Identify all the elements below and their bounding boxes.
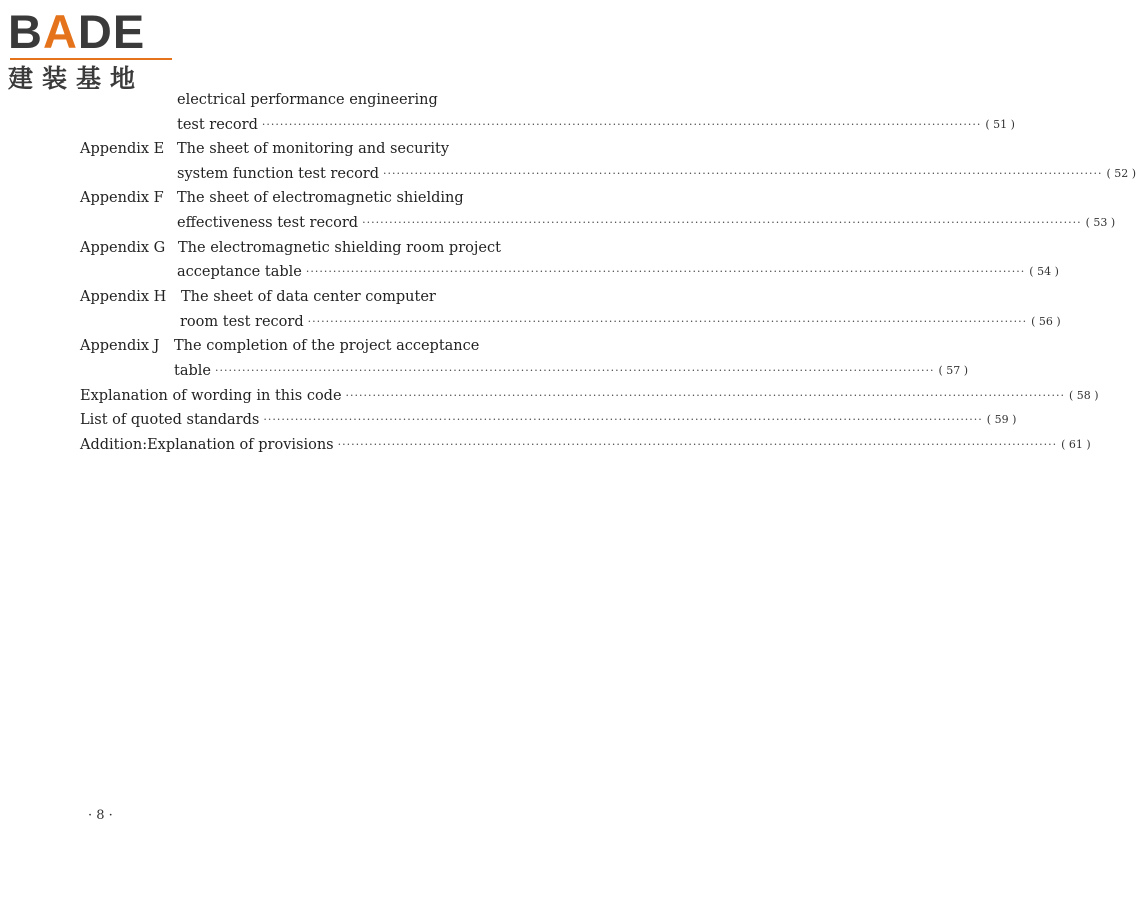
toc-entry-text: electrical performance engineering xyxy=(177,92,438,108)
bade-logo xyxy=(8,6,178,96)
toc-entry-text: The sheet of electromagnetic shielding xyxy=(177,190,464,206)
logo-letters-de: DE xyxy=(77,5,146,58)
logo-chinese-text: 建装基地 xyxy=(8,64,145,93)
toc-line xyxy=(80,334,521,358)
toc-entry-text: table xyxy=(174,363,211,379)
toc-page-ref: ( 54 ) xyxy=(1029,265,1059,278)
logo-rule xyxy=(10,58,172,60)
toc-line xyxy=(177,88,521,112)
page-number: · 8 · xyxy=(88,808,113,823)
toc-entry-text: room test record xyxy=(180,314,304,330)
toc-entry-text: List of quoted standards xyxy=(80,412,260,428)
toc-line xyxy=(80,186,521,210)
toc-page-ref: ( 51 ) xyxy=(985,118,1015,131)
toc-entry-text: The electromagnetic shielding room project xyxy=(178,240,501,256)
toc-page-ref: ( 52 ) xyxy=(1106,167,1136,180)
toc-leader-dots: ································································································································································ xyxy=(263,413,983,426)
toc-line xyxy=(80,137,521,161)
toc-line xyxy=(177,162,1136,186)
toc-line xyxy=(177,260,1059,284)
logo-letter-b: B xyxy=(8,5,43,58)
toc-entry-text: The completion of the project acceptance xyxy=(174,338,480,354)
toc-line xyxy=(80,433,1091,457)
toc-entry-text: system function test record xyxy=(177,166,380,182)
toc-page-ref: ( 57 ) xyxy=(938,364,969,377)
toc-leader-dots: ································································································································································ xyxy=(383,167,1103,180)
toc-leader-dots: ································································································································································ xyxy=(305,265,1026,278)
toc-entry-text: Addition:Explanation of provisions xyxy=(80,437,334,453)
toc-leader-dots: ································································································································································ xyxy=(214,364,935,377)
toc-line xyxy=(177,113,1015,137)
toc-page-ref: ( 58 ) xyxy=(1068,389,1099,402)
toc-entry-text: The sheet of data center computer xyxy=(181,289,436,305)
logo-letter-a: A xyxy=(42,5,78,58)
toc-leader-dots: ································································································································································ xyxy=(345,389,1065,402)
toc-entry-text: acceptance table xyxy=(177,264,302,280)
toc-leader-dots: ································································································································································ xyxy=(362,216,1082,229)
toc-appendix-label: Appendix E xyxy=(80,141,165,157)
toc-line xyxy=(80,285,521,309)
toc-appendix-label: Appendix G xyxy=(80,240,166,256)
toc-appendix-label: Appendix H xyxy=(80,289,167,305)
toc-appendix-label: Appendix J xyxy=(80,338,160,354)
toc-leader-dots: ································································································································································ xyxy=(307,315,1028,328)
toc-line xyxy=(180,310,1061,334)
toc-page-ref: ( 56 ) xyxy=(1031,315,1061,328)
toc-entry-text: effectiveness test record xyxy=(177,215,359,231)
toc-entry-text: test record xyxy=(177,117,258,133)
toc-leader-dots: ································································································································································ xyxy=(337,438,1058,451)
toc-page-ref: ( 61 ) xyxy=(1061,438,1091,451)
toc-entry-text: The sheet of monitoring and security xyxy=(177,141,450,157)
toc-line xyxy=(177,211,1116,235)
toc-line xyxy=(174,359,969,383)
toc-page-ref: ( 59 ) xyxy=(986,413,1017,426)
toc-entry-text: Explanation of wording in this code xyxy=(80,388,342,404)
toc-page-ref: ( 53 ) xyxy=(1085,216,1116,229)
toc-appendix-label: Appendix F xyxy=(80,190,164,206)
logo-wordmark xyxy=(8,6,145,58)
toc-line xyxy=(80,408,1017,432)
toc-leader-dots: ································································································································································ xyxy=(261,118,982,131)
toc-line xyxy=(80,384,1099,408)
toc-line xyxy=(80,236,521,260)
